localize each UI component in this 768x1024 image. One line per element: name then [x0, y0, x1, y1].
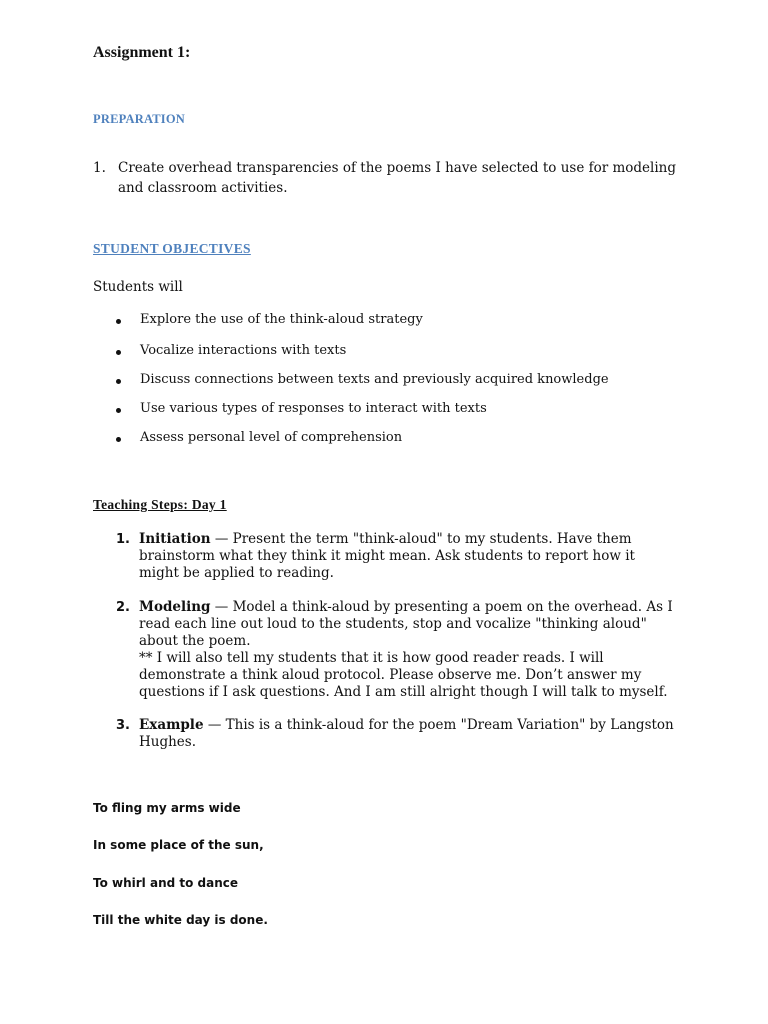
objective-item: Discuss connections between texts and previously acquired knowledge	[140, 372, 609, 387]
poem-line: In some place of the sun,	[93, 838, 264, 852]
objectives-heading: STUDENT OBJECTIVES	[93, 241, 251, 256]
step-text	[139, 531, 679, 582]
bullet-icon	[116, 408, 121, 413]
step-text	[139, 717, 679, 751]
objective-item: Vocalize interactions with texts	[140, 343, 347, 358]
bullet-icon	[116, 379, 121, 384]
bullet-icon	[116, 350, 121, 355]
step-term: Example	[139, 717, 204, 733]
teaching-steps-heading: Teaching Steps: Day 1	[93, 497, 227, 512]
step-description: — Model a think-aloud by presenting a poem on the overhead. As I read each line out loud to the students, stop and vocalize "thinking aloud" about the poem.	[139, 599, 673, 649]
step-number: 3.	[116, 718, 130, 733]
objective-item: Explore the use of the think-aloud strategy	[140, 312, 423, 327]
step-description: — Present the term "think-aloud" to my students. Have them brainstorm what they think it might mean. Ask students to report how it might be applied to reading.	[139, 531, 635, 581]
poem-line: Till the white day is done.	[93, 913, 268, 927]
step-number: 2.	[116, 600, 130, 615]
step-term: Initiation	[139, 531, 211, 547]
objectives-intro: Students will	[93, 279, 183, 295]
document-title: Assignment 1:	[93, 44, 191, 61]
step-text	[139, 599, 679, 650]
preparation-heading: PREPARATION	[93, 112, 186, 126]
bullet-icon	[116, 437, 121, 442]
objective-item: Assess personal level of comprehension	[140, 430, 403, 445]
poem-line: To fling my arms wide	[93, 801, 241, 815]
step-note: ** I will also tell my students that it is how good reader reads. I will demonstrate a think aloud protocol. Please observe me. Don’t answer my questions if I ask questions. And I am still alright though I will talk to myself.	[139, 650, 668, 700]
bullet-icon	[116, 319, 121, 324]
step-description: — This is a think-aloud for the poem "Dream Variation" by Langston Hughes.	[139, 717, 674, 750]
preparation-item-marker: 1.	[93, 160, 106, 176]
poem-line: To whirl and to dance	[93, 876, 239, 890]
objective-item: Use various types of responses to interact with texts	[140, 401, 487, 416]
step-number: 1.	[116, 532, 130, 547]
preparation-item-text: Create overhead transparencies of the poems I have selected to use for modeling and classroom activities.	[118, 160, 677, 196]
step-term: Modeling	[139, 599, 211, 615]
